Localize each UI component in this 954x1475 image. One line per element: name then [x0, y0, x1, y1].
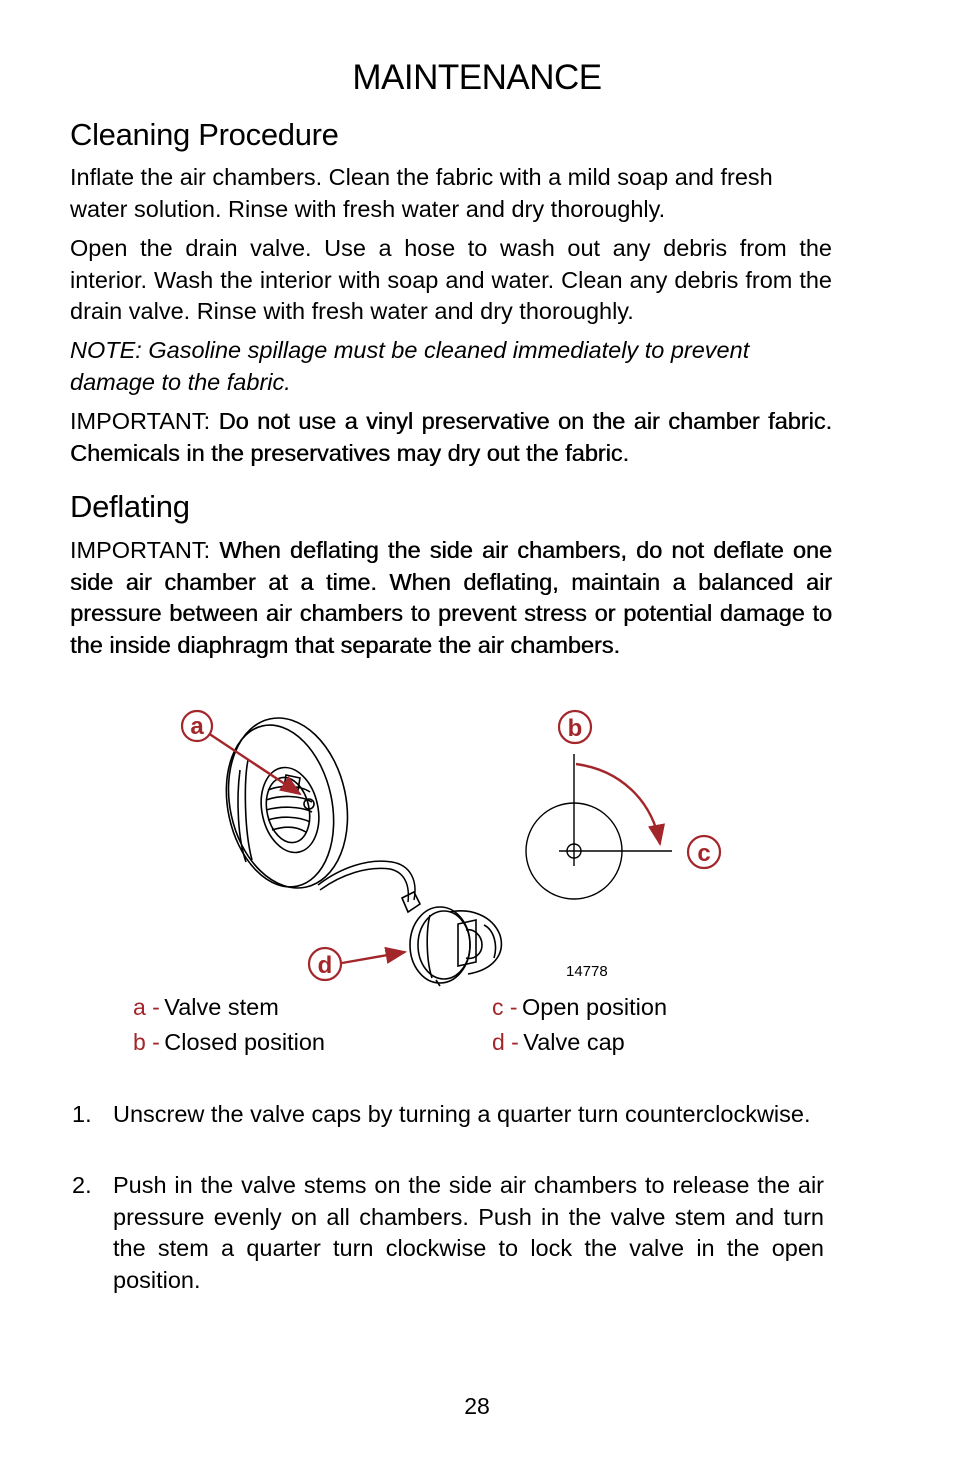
cleaning-paragraph-2: Open the drain valve. Use a hose to wash out any debris from the interior. Wash the interior with soap and water. Clean any debris from the drain valve. Rinse with fresh water and dry thoroughly. — [70, 235, 832, 324]
important-text: When deflating the side air chambers, do not deflate one side air chamber at a time. When deflating, maintain a balanced air pressure between air chambers to prevent stress or potential damage to the inside diaphragm that separate the air chambers. — [70, 537, 832, 658]
step-1 — [72, 1099, 824, 1131]
important-text: Do not use a vinyl preservative on the air chamber fabric. Chemicals in the preservatives may dry out the fabric. — [70, 408, 832, 466]
callout-arrows — [208, 733, 660, 963]
callout-circles — [182, 711, 720, 980]
cleaning-note — [70, 335, 832, 398]
legend-item-a — [133, 994, 279, 1021]
legend-letter: a - — [133, 994, 160, 1020]
deflating-important — [70, 535, 832, 661]
legend-letter: d - — [492, 1029, 519, 1055]
cleaning-important — [70, 406, 832, 469]
callout-c: c — [697, 840, 711, 867]
step-number: 1. — [72, 1101, 92, 1127]
page-number: 28 — [464, 1393, 490, 1419]
arrow-a — [208, 733, 300, 794]
cleaning-paragraph-1: Inflate the air chambers. Clean the fabric with a mild soap and fresh water solution. Rinse with fresh water and dry thoroughly. — [70, 164, 773, 222]
legend-item-b — [133, 1029, 325, 1056]
legend-text: Valve cap — [523, 1029, 625, 1055]
legend-text: Closed position — [164, 1029, 325, 1055]
figure-id: 14778 — [566, 963, 608, 980]
step-number: 2. — [72, 1172, 92, 1198]
legend-item-d — [492, 1029, 625, 1056]
note-text: Gasoline spillage must be cleaned immediately to prevent damage to the fabric. — [70, 337, 750, 395]
valve-cap-illustration — [402, 892, 501, 986]
callout-a: a — [190, 713, 204, 740]
legend-letter: b - — [133, 1029, 160, 1055]
arrow-d — [342, 952, 405, 963]
important-label: IMPORTANT: — [70, 537, 211, 563]
legend-text: Open position — [522, 994, 668, 1020]
tether-cord — [318, 861, 415, 902]
legend-letter: c - — [492, 994, 518, 1020]
important-label: IMPORTANT: — [70, 408, 211, 434]
step-text: Unscrew the valve caps by turning a quarter turn counterclockwise. — [113, 1101, 811, 1127]
position-indicator-diagram — [526, 754, 672, 899]
deflating-heading: Deflating — [70, 489, 190, 524]
step-text: Push in the valve stems on the side air chambers to release the air pressure evenly on all chambers. Push in the valve stem and turn the stem a quarter turn clockwise to lock the valve in the open position. — [113, 1172, 824, 1293]
section-header: MAINTENANCE — [352, 58, 602, 97]
cleaning-procedure-heading: Cleaning Procedure — [70, 117, 339, 152]
callout-d: d — [317, 952, 333, 979]
callout-b: b — [567, 715, 583, 742]
legend-item-c — [492, 994, 667, 1021]
valve-diagram — [0, 690, 954, 1000]
valve-body-illustration — [212, 707, 363, 899]
note-label: NOTE: — [70, 337, 142, 363]
legend-text: Valve stem — [164, 994, 279, 1020]
step-2 — [72, 1170, 824, 1296]
